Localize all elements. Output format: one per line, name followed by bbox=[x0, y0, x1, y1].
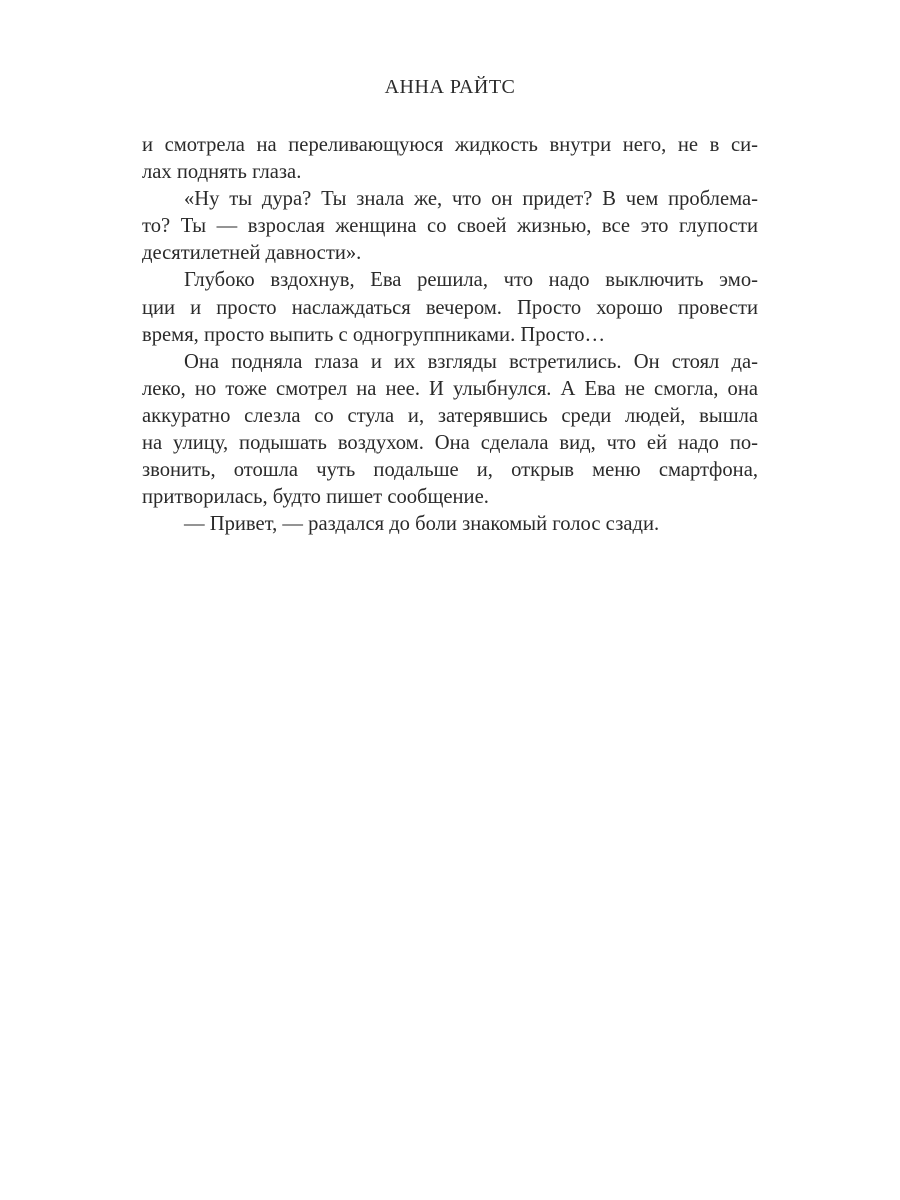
text-line: время, просто выпить с одногруппниками. Просто… bbox=[142, 323, 606, 346]
text-line: — Привет, — раздался до боли знакомый голос сзади. bbox=[184, 513, 660, 536]
text-line: ции и просто наслаждаться вечером. Просто хорошо провести bbox=[142, 296, 758, 319]
text-line: леко, но тоже смотрел на нее. И улыбнулся. А Ева не смогла, она bbox=[142, 377, 758, 400]
paragraph bbox=[142, 349, 758, 512]
paragraph bbox=[142, 267, 758, 348]
text-line: лах поднять глаза. bbox=[142, 161, 302, 184]
text-line: притворилась, будто пишет сообщение. bbox=[142, 486, 489, 509]
text-line: то? Ты — взрослая женщина со своей жизнью, все это глупости bbox=[142, 215, 758, 238]
text-line: звонить, отошла чуть подальше и, открыв меню смартфона, bbox=[142, 459, 758, 482]
running-head-author: АННА РАЙТС bbox=[384, 76, 516, 98]
text-line: десятилетней давности». bbox=[142, 242, 362, 265]
body-text bbox=[142, 132, 758, 538]
text-line: на улицу, подышать воздухом. Она сделала вид, что ей надо по- bbox=[142, 432, 758, 455]
text-line: аккуратно слезла со стула и, затерявшись среди людей, вышла bbox=[142, 404, 758, 427]
paragraph bbox=[142, 511, 758, 538]
text-line: Она подняла глаза и их взгляды встретились. Он стоял да- bbox=[184, 350, 758, 373]
text-line: Глубоко вздохнув, Ева решила, что надо выключить эмо- bbox=[184, 269, 758, 292]
paragraph bbox=[142, 132, 758, 186]
text-line: и смотрела на переливающуюся жидкость внутри него, не в си- bbox=[142, 134, 758, 156]
paragraph bbox=[142, 186, 758, 267]
text-line: «Ну ты дура? Ты знала же, что он придет? В чем проблема- bbox=[184, 188, 758, 211]
